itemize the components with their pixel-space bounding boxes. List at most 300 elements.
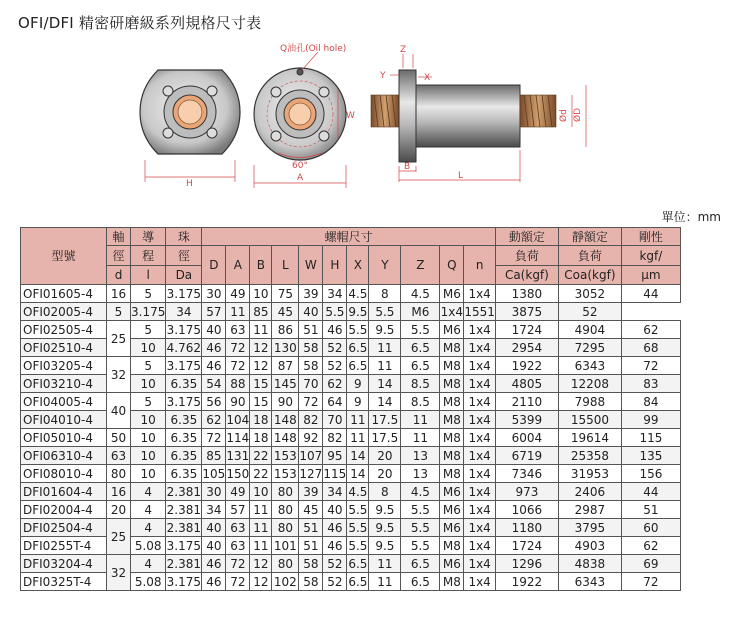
n-cell: 1x4 xyxy=(464,501,496,519)
Z-cell: 8.5 xyxy=(401,393,440,411)
A-cell: 72 xyxy=(226,357,250,375)
A-cell: 57 xyxy=(226,501,250,519)
lead-cell: 4 xyxy=(131,555,166,573)
B-cell: 18 xyxy=(250,411,272,429)
B-cell: 12 xyxy=(250,357,272,375)
Y-cell: 8 xyxy=(369,483,401,501)
header-shaft-2: 徑 xyxy=(107,246,131,266)
D-cell: 46 xyxy=(202,357,226,375)
A-cell: 63 xyxy=(226,519,250,537)
X-cell: 14 xyxy=(347,465,369,483)
B-cell: 12 xyxy=(250,573,272,591)
k-cell: 83 xyxy=(621,375,680,393)
header-H: H xyxy=(323,246,347,285)
header-lead-3: l xyxy=(131,266,166,285)
header-static-2: 負荷 xyxy=(558,246,621,266)
model-cell: OFI04005-4 xyxy=(21,393,107,411)
model-cell: OFI01605-4 xyxy=(21,285,107,303)
n-cell: 1x4 xyxy=(464,519,496,537)
shaft-diameter-cell: 16 xyxy=(107,285,131,303)
header-lead-1: 導 xyxy=(131,228,166,246)
lead-cell: 4 xyxy=(131,483,166,501)
A-cell: 104 xyxy=(226,412,250,427)
ca-cell: 973 xyxy=(495,483,558,501)
W-cell: 39 xyxy=(299,285,323,303)
ca-cell: 1066 xyxy=(495,501,558,519)
shaft-diameter-cell: 63 xyxy=(107,447,131,465)
Z-cell: 5.5 xyxy=(369,303,401,321)
Q-cell: M6 xyxy=(440,519,464,537)
header-Q: Q xyxy=(440,246,464,285)
shaft-diameter-cell: 20 xyxy=(107,501,131,519)
ball-cell: 6.35 xyxy=(166,447,202,465)
ca-cell: 1724 xyxy=(495,537,558,555)
dim-A-label: A xyxy=(297,173,304,183)
lead-cell: 4 xyxy=(131,501,166,519)
table-row xyxy=(21,519,681,537)
B-cell: 11 xyxy=(250,519,272,537)
L-cell: 85 xyxy=(250,303,272,321)
coa-cell: 6343 xyxy=(558,573,621,591)
header-model: 型號 xyxy=(21,228,107,285)
model-cell: OFI08010-4 xyxy=(21,465,107,483)
header-dynamic-3: Ca(kgf) xyxy=(495,266,558,285)
header-L: L xyxy=(272,246,299,285)
table-row xyxy=(21,321,681,339)
header-shaft-3: d xyxy=(107,266,131,285)
lead-cell: 5.08 xyxy=(131,573,166,591)
B-cell: 12 xyxy=(250,555,272,573)
table-header xyxy=(21,228,681,285)
W-cell: 70 xyxy=(299,375,323,393)
k-cell: 44 xyxy=(621,285,680,303)
k-cell: 62 xyxy=(621,321,680,339)
model-cell: OFI03210-4 xyxy=(21,375,107,393)
A-cell: 150 xyxy=(226,466,250,481)
ball-cell: 6.35 xyxy=(166,429,202,447)
D-cell: 46 xyxy=(202,339,226,357)
Q-cell: M8 xyxy=(440,447,464,465)
D-cell: 46 xyxy=(202,573,226,591)
Z-cell: 6.5 xyxy=(401,555,440,573)
model-cell: OFI05010-4 xyxy=(21,429,107,447)
coa-cell: 2406 xyxy=(558,483,621,501)
k-cell: 135 xyxy=(621,447,680,465)
header-dynamic-1: 動額定 xyxy=(495,228,558,246)
L-cell: 101 xyxy=(272,537,299,555)
X-cell: 5.5 xyxy=(348,502,368,517)
A-cell: 114 xyxy=(226,430,250,445)
coa-cell: 6343 xyxy=(558,357,621,375)
ball-cell: 6.35 xyxy=(166,411,202,429)
model-cell: OFI02510-4 xyxy=(21,339,107,357)
lead-cell: 5 xyxy=(131,285,166,303)
B-cell: 15 xyxy=(250,375,272,393)
W-cell: 58 xyxy=(299,555,323,573)
B-cell: 12 xyxy=(250,339,272,357)
coa-cell: 7295 xyxy=(558,339,621,357)
H-cell: 64 xyxy=(323,393,347,411)
X-cell: 6.5 xyxy=(348,358,368,373)
L-cell: 80 xyxy=(272,555,299,573)
coa-cell: 3052 xyxy=(558,285,621,303)
model-cell: DFI0255T-4 xyxy=(21,537,107,555)
L-cell: 87 xyxy=(272,357,299,375)
coa-cell: 15500 xyxy=(558,411,621,429)
A-cell: 72 xyxy=(226,573,250,591)
W-cell: 58 xyxy=(299,573,323,591)
dim-B-label: B xyxy=(404,162,411,172)
B-cell: 22 xyxy=(250,465,272,483)
X-cell: 6.5 xyxy=(348,574,368,589)
H-cell: 52 xyxy=(323,357,347,375)
coa-cell: 25358 xyxy=(558,447,621,465)
n-cell: 1x4 xyxy=(464,555,496,573)
header-rigidity-1: 剛性 xyxy=(621,228,680,246)
H-cell: 34 xyxy=(323,483,347,501)
H-cell: 46 xyxy=(323,321,347,339)
D-cell: 40 xyxy=(202,321,226,339)
Y-cell: 9.5 xyxy=(369,537,401,555)
D-cell: 72 xyxy=(202,429,226,447)
Q-cell: M8 xyxy=(440,375,464,393)
Z-cell: 4.5 xyxy=(401,285,440,303)
Y-cell: 14 xyxy=(369,375,401,393)
dim-d-label: Ød xyxy=(559,109,569,122)
ca-cell: 2954 xyxy=(495,339,558,357)
L-cell: 130 xyxy=(272,339,299,357)
end-view-left xyxy=(140,70,240,189)
Y-cell: 9.5 xyxy=(369,501,401,519)
n-cell: 1x4 xyxy=(464,483,496,501)
table-row xyxy=(21,447,681,465)
header-W: W xyxy=(299,246,323,285)
H-cell: 95 xyxy=(323,447,347,465)
k-cell: 68 xyxy=(621,339,680,357)
H-cell: 52 xyxy=(323,555,347,573)
shaft-diameter-cell: 80 xyxy=(107,465,131,483)
Y-cell: 20 xyxy=(369,447,401,465)
X-cell: 6.5 xyxy=(348,340,368,355)
header-shaft-1: 軸 xyxy=(107,228,131,246)
dim-X-label: X xyxy=(424,73,431,83)
A-cell: 63 xyxy=(226,537,250,555)
lead-cell: 10 xyxy=(131,375,166,393)
table-row xyxy=(21,555,681,573)
A-cell: 49 xyxy=(226,285,250,303)
k-cell: 72 xyxy=(621,573,680,591)
Y-cell: 17.5 xyxy=(369,411,401,429)
Q-cell: M8 xyxy=(440,357,464,375)
shaft-diameter-cell: 32 xyxy=(107,555,131,591)
shaft-diameter-cell: 40 xyxy=(107,393,131,429)
X-cell: 9 xyxy=(347,375,369,393)
Z-cell: 6.5 xyxy=(401,573,440,591)
Y-cell: 11 xyxy=(369,357,401,375)
A-cell: 72 xyxy=(226,339,250,357)
B-cell: 18 xyxy=(250,429,272,447)
k-cell: 52 xyxy=(558,303,621,321)
angle-label: 60° xyxy=(292,161,308,171)
D-cell: 30 xyxy=(202,483,226,501)
header-n: n xyxy=(464,246,496,285)
table-row xyxy=(21,393,681,411)
ca-cell: 1180 xyxy=(495,519,558,537)
Q-cell: M6 xyxy=(440,483,464,501)
W-cell: 51 xyxy=(299,321,323,339)
page-title: OFI/DFI 精密研磨級系列規格尺寸表 xyxy=(18,14,262,32)
header-ball-1: 珠 xyxy=(166,228,202,246)
L-cell: 148 xyxy=(272,411,299,429)
X-cell: 4.5 xyxy=(348,484,368,499)
table-body xyxy=(21,285,681,591)
k-cell: 72 xyxy=(621,357,680,375)
k-cell: 84 xyxy=(621,393,680,411)
n-cell: 1x4 xyxy=(464,465,496,483)
ball-cell: 2.381 xyxy=(166,484,202,499)
header-D: D xyxy=(202,246,226,285)
n-cell: 1x4 xyxy=(464,339,496,357)
W-cell: 45 xyxy=(272,303,299,321)
L-cell: 80 xyxy=(272,483,299,501)
Y-cell: 9.5 xyxy=(348,304,368,319)
model-cell: OFI04010-4 xyxy=(21,411,107,429)
X-cell: 11 xyxy=(347,429,369,447)
model-cell: OFI03205-4 xyxy=(21,357,107,375)
spec-table xyxy=(20,227,681,591)
coa-cell: 12208 xyxy=(558,375,621,393)
X-cell: 4.5 xyxy=(348,286,368,301)
A-cell: 131 xyxy=(226,448,250,463)
lead-cell: 10 xyxy=(131,429,166,447)
A-cell: 90 xyxy=(226,393,250,411)
coa-cell: 19614 xyxy=(558,429,621,447)
lead-cell: 10 xyxy=(131,465,166,483)
model-cell: DFI01604-4 xyxy=(21,483,107,501)
ball-cell: 3.175 xyxy=(166,322,202,337)
H-cell: 40 xyxy=(323,501,347,519)
n-cell: 1x4 xyxy=(464,357,496,375)
X-cell: 14 xyxy=(347,447,369,465)
H-cell: 52 xyxy=(323,339,347,357)
table-row xyxy=(21,483,681,501)
ball-cell: 3.175 xyxy=(131,304,166,319)
dim-Y-label: Y xyxy=(380,71,386,81)
A-cell: 49 xyxy=(226,483,250,501)
Q-cell: M8 xyxy=(440,411,464,429)
D-cell: 56 xyxy=(202,393,226,411)
A-cell: 57 xyxy=(202,303,226,321)
ca-cell: 1922 xyxy=(495,573,558,591)
coa-cell: 31953 xyxy=(558,465,621,483)
H-cell: 46 xyxy=(323,519,347,537)
Y-cell: 8 xyxy=(369,285,401,303)
ca-cell: 6719 xyxy=(495,447,558,465)
Z-cell: 5.5 xyxy=(401,501,440,519)
W-cell: 58 xyxy=(299,339,323,357)
n-cell: 1x4 xyxy=(464,537,496,555)
k-cell: 62 xyxy=(621,537,680,555)
Z-cell: 5.5 xyxy=(401,537,440,555)
L-cell: 80 xyxy=(272,501,299,519)
B-cell: 11 xyxy=(250,537,272,555)
B-cell: 10 xyxy=(250,285,272,303)
Y-cell: 11 xyxy=(369,339,401,357)
Q-cell: M8 xyxy=(440,393,464,411)
H-cell: 82 xyxy=(323,429,347,447)
ball-cell: 2.381 xyxy=(166,556,202,571)
k-cell: 156 xyxy=(621,465,680,483)
lead-cell: 5 xyxy=(131,321,166,339)
ball-cell: 6.35 xyxy=(166,465,202,483)
Z-cell: 8.5 xyxy=(401,375,440,393)
header-ball-2: 徑 xyxy=(166,246,202,266)
D-cell: 85 xyxy=(202,447,226,465)
n-cell: 1x4 xyxy=(464,429,496,447)
shaft-diameter-cell: 25 xyxy=(107,321,131,357)
dim-W-label: W xyxy=(346,111,355,121)
model-cell: OFI06310-4 xyxy=(21,447,107,465)
B-cell: 22 xyxy=(250,447,272,465)
header-dynamic-2: 負荷 xyxy=(495,246,558,266)
coa-cell: 3795 xyxy=(558,519,621,537)
coa-cell: 4903 xyxy=(558,537,621,555)
Z-cell: 6.5 xyxy=(401,357,440,375)
D-cell: 105 xyxy=(202,466,226,481)
W-cell: 127 xyxy=(299,466,323,481)
Y-cell: 9.5 xyxy=(369,321,401,339)
D-cell: 34 xyxy=(202,501,226,519)
X-cell: 5.5 xyxy=(348,538,368,553)
H-cell: 62 xyxy=(323,375,347,393)
lead-cell: 10 xyxy=(131,411,166,429)
X-cell: 6.5 xyxy=(348,556,368,571)
header-static-3: Coa(kgf) xyxy=(558,266,621,285)
L-cell: 153 xyxy=(272,465,299,483)
X-cell: 9 xyxy=(347,393,369,411)
L-cell: 102 xyxy=(272,573,299,591)
W-cell: 45 xyxy=(299,501,323,519)
X-cell: 5.5 xyxy=(348,322,368,337)
Q-cell: M6 xyxy=(440,321,464,339)
B-cell: 11 xyxy=(226,303,250,321)
lead-cell: 5.08 xyxy=(131,537,166,555)
n-cell: 1x4 xyxy=(464,411,496,429)
header-nut: 螺帽尺寸 xyxy=(202,228,496,246)
ball-cell: 3.175 xyxy=(166,394,202,409)
D-cell: 54 xyxy=(202,375,226,393)
W-cell: 107 xyxy=(299,448,323,463)
Z-cell: 13 xyxy=(401,447,440,465)
Q-cell: M8 xyxy=(440,537,464,555)
Q-cell: M6 xyxy=(440,501,464,519)
Y-cell: 9.5 xyxy=(369,519,401,537)
Y-cell: 11 xyxy=(369,573,401,591)
lead-cell: 5 xyxy=(131,357,166,375)
coa-cell: 3875 xyxy=(495,303,558,321)
L-cell: 86 xyxy=(272,321,299,339)
Q-cell: M8 xyxy=(440,465,464,483)
ca-cell: 1724 xyxy=(495,321,558,339)
Q-cell: M6 xyxy=(440,555,464,573)
model-cell: OFI02005-4 xyxy=(21,303,107,321)
lead-cell: 4 xyxy=(131,519,166,537)
side-view xyxy=(371,45,586,182)
ca-cell: 1551 xyxy=(464,304,495,319)
model-cell: DFI0325T-4 xyxy=(21,573,107,591)
D-cell: 40 xyxy=(202,519,226,537)
D-cell: 46 xyxy=(202,555,226,573)
Z-cell: 5.5 xyxy=(401,519,440,537)
unit-label: 單位：mm xyxy=(661,210,721,224)
dim-L-label: L xyxy=(458,171,464,181)
lead-cell: 10 xyxy=(131,447,166,465)
model-cell: DFI02004-4 xyxy=(21,501,107,519)
ca-cell: 1296 xyxy=(495,555,558,573)
header-B: B xyxy=(250,246,272,285)
header-rigidity-2: kgf/ xyxy=(621,246,680,266)
Z-cell: 5.5 xyxy=(401,321,440,339)
W-cell: 51 xyxy=(299,537,323,555)
model-cell: DFI02504-4 xyxy=(21,519,107,537)
table-row xyxy=(21,501,681,519)
dim-D-label: ØD xyxy=(573,107,583,122)
header-Z: Z xyxy=(401,246,440,285)
ball-cell: 4.762 xyxy=(166,340,202,355)
model-cell: OFI02505-4 xyxy=(21,321,107,339)
lead-cell: 10 xyxy=(131,339,166,357)
L-cell: 80 xyxy=(272,519,299,537)
Q-cell: M8 xyxy=(440,573,464,591)
coa-cell: 4904 xyxy=(558,321,621,339)
oil-hole-label: Q油孔(Oil hole) xyxy=(280,44,347,54)
X-cell: 5.5 xyxy=(348,520,368,535)
A-cell: 63 xyxy=(226,321,250,339)
L-cell: 148 xyxy=(272,429,299,447)
dim-H-label: H xyxy=(186,179,193,189)
k-cell: 69 xyxy=(621,555,680,573)
table-row xyxy=(21,357,681,375)
H-cell: 40 xyxy=(299,303,323,321)
shaft-diameter-cell: 16 xyxy=(107,483,131,501)
n-cell: 1x4 xyxy=(464,447,496,465)
ca-cell: 6004 xyxy=(495,429,558,447)
W-cell: 51 xyxy=(299,519,323,537)
ca-cell: 5399 xyxy=(495,411,558,429)
Q-cell: M6 xyxy=(401,303,440,321)
ball-cell: 6.35 xyxy=(166,375,202,393)
B-cell: 15 xyxy=(250,393,272,411)
L-cell: 145 xyxy=(272,375,299,393)
model-cell: DFI03204-4 xyxy=(21,555,107,573)
W-cell: 39 xyxy=(299,483,323,501)
n-cell: 1x4 xyxy=(464,573,496,591)
A-cell: 72 xyxy=(226,555,250,573)
ball-cell: 2.381 xyxy=(166,520,202,535)
W-cell: 82 xyxy=(299,411,323,429)
header-Y: Y xyxy=(369,246,401,285)
Y-cell: 11 xyxy=(369,555,401,573)
n-cell: 1x4 xyxy=(464,393,496,411)
shaft-diameter-cell: 25 xyxy=(107,519,131,555)
Q-cell: M8 xyxy=(440,429,464,447)
Z-cell: 11 xyxy=(401,411,440,429)
lead-cell: 5 xyxy=(131,393,166,411)
ball-cell: 3.175 xyxy=(166,286,202,301)
X-cell: 5.5 xyxy=(323,303,347,321)
shaft-diameter-cell: 32 xyxy=(107,357,131,393)
X-cell: 11 xyxy=(347,411,369,429)
